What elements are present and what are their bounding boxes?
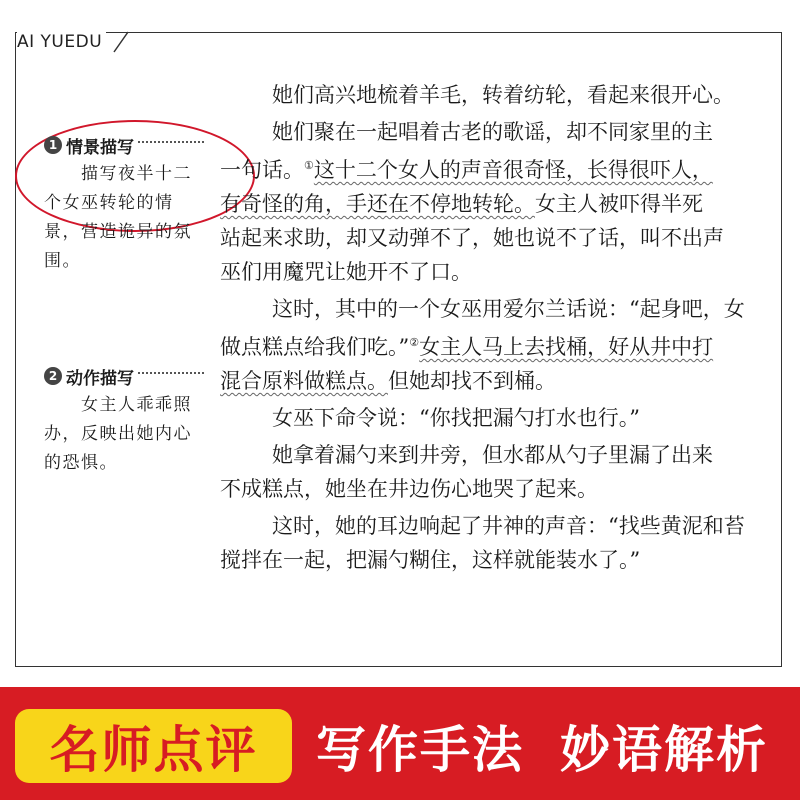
paragraph-line: 她们高兴地梳着羊毛，转着纺轮，看起来很开心。 (272, 83, 734, 107)
note-number-badge: 1 (44, 136, 62, 154)
series-mark: AI YUEDU (17, 32, 106, 54)
banner-text-writing-technique: 写作手法 (316, 721, 524, 779)
paragraph-line (220, 326, 782, 364)
note-body: 描写夜半十二个女巫转轮的情景，营造诡异的氛围。 (44, 164, 192, 271)
dotted-leader (138, 141, 204, 143)
note-title-row (44, 133, 204, 157)
note-title-row (44, 364, 204, 388)
text-span: 一句话。 (220, 158, 304, 182)
note-title: 动作描写 (66, 368, 134, 389)
annotation-mark: ② (409, 336, 420, 349)
paragraph-line: 这时，她的耳边响起了井神的声音：“找些黄泥和苔 (272, 514, 745, 538)
paragraph-line (220, 364, 782, 398)
text-span: 女主人被吓得半死 (535, 192, 703, 216)
promo-banner (0, 687, 800, 800)
underlined-text: 混合原料做糕点。 (220, 369, 388, 393)
banner-text-phrase-analysis: 妙语解析 (560, 721, 768, 779)
text-span: 但她却找不到桶。 (388, 369, 556, 393)
paragraph-line: 女巫下命令说：“你找把漏勺打水也行。” (272, 406, 640, 430)
side-note-2 (44, 364, 204, 478)
underlined-text: 有奇怪的角，手还在不停地转轮。 (220, 192, 535, 216)
paragraph-line: 不成糕点，她坐在井边伤心地哭了起来。 (220, 477, 598, 501)
paragraph-line: 站起来求助，却又动弹不了，她也说不了话，叫不出声 (220, 226, 724, 250)
banner-badge-label: 名师点评 (49, 721, 258, 779)
note-title: 情景描写 (66, 137, 134, 158)
paragraph-line (220, 187, 782, 221)
main-text (220, 78, 782, 658)
paragraph-line: 巫们用魔咒让她开不了口。 (220, 260, 472, 284)
underlined-text: 女主人马上去找桶，好从井中打 (419, 335, 714, 359)
paragraph-line: 搅拌在一起，把漏勺糊住，这样就能装水了。” (220, 548, 641, 572)
underlined-text: 这十二个女人的声音很奇怪，长得很吓人， (313, 158, 713, 182)
note-number-badge: 2 (44, 367, 62, 385)
header-slash-decoration (112, 30, 132, 54)
paragraph-line: 这时，其中的一个女巫用爱尔兰话说：“起身吧，女 (272, 297, 745, 321)
dotted-leader (138, 372, 204, 374)
annotation-mark: ① (304, 159, 314, 172)
banner-badge (15, 709, 292, 783)
paragraph-line: 她们聚在一起唱着古老的歌谣，却不同家里的主 (272, 120, 713, 144)
paragraph-line: 她拿着漏勺来到井旁，但水都从勺子里漏了出来 (272, 443, 713, 467)
paragraph-line (220, 149, 782, 187)
text-span: 做点糕点给我们吃。” (220, 335, 410, 359)
side-note-1 (44, 133, 204, 276)
note-body: 女主人乖乖照办，反映出她内心的恐惧。 (44, 395, 192, 473)
